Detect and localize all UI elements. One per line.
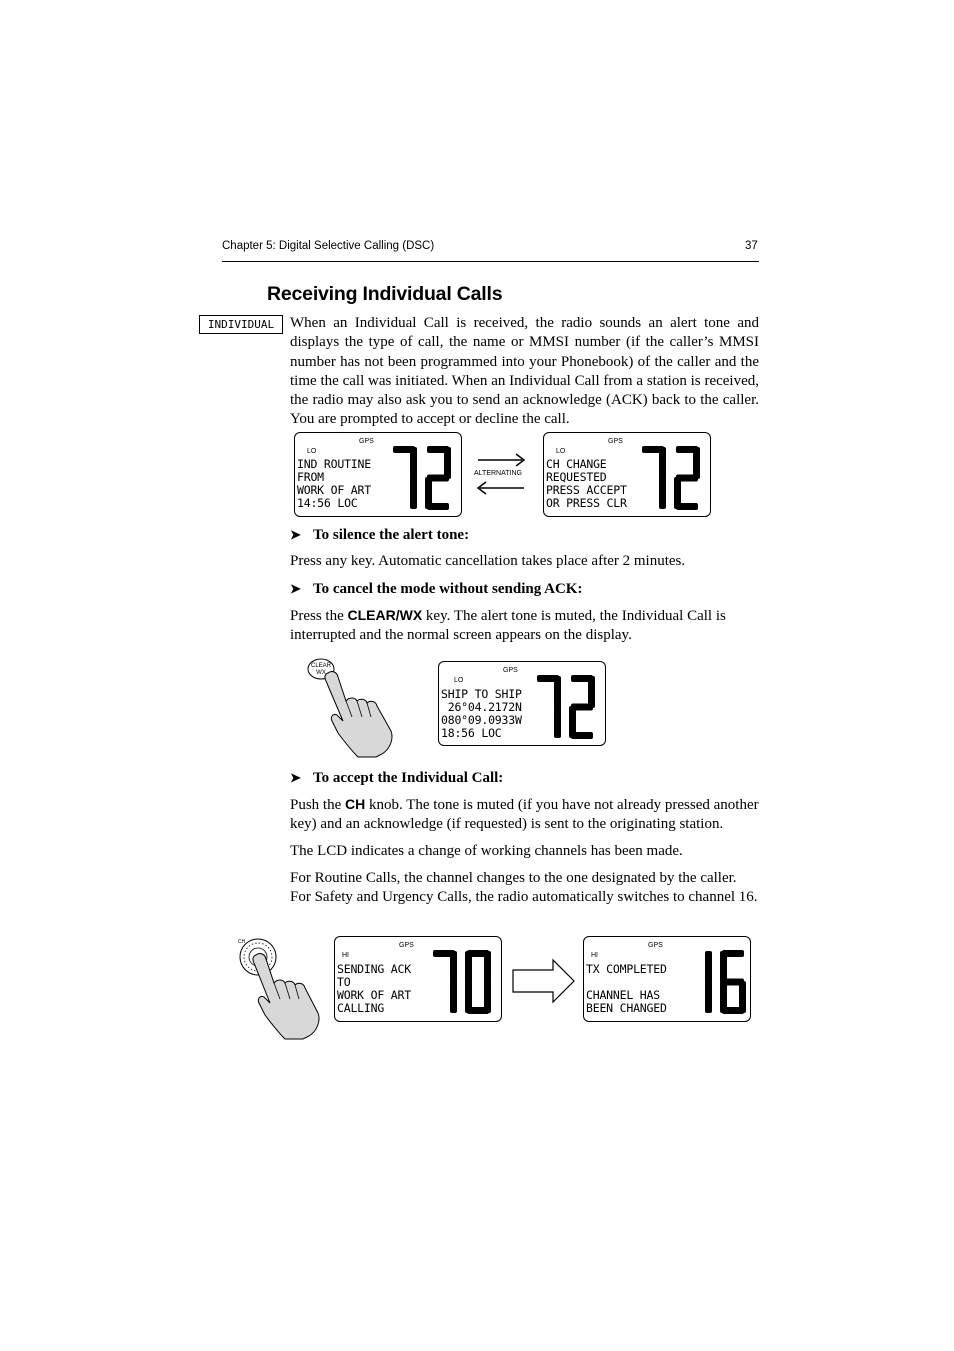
bullet-arrow-icon: ➤ (290, 770, 301, 785)
hand-pressing-button-icon (306, 657, 396, 759)
power-indicator: HI (591, 952, 598, 959)
lcd-line: REQUESTED (546, 470, 607, 484)
accept-text-pre: Push the (290, 797, 346, 813)
lcd-line: 080°09.0933W (441, 713, 522, 727)
power-indicator: LO (556, 448, 566, 455)
lcd-line: BEEN CHANGED (586, 1001, 667, 1015)
cancel-heading (290, 579, 582, 599)
lcd-line: FROM (297, 470, 324, 484)
gps-indicator: GPS (648, 942, 663, 949)
lcd-line: 18:56 LOC (441, 726, 502, 740)
channel-digits (431, 950, 493, 1016)
digit-segment (450, 951, 457, 983)
digit-segment (588, 676, 595, 708)
page-number: 37 (745, 240, 758, 252)
cancel-text (290, 606, 759, 646)
digit-segment (674, 477, 681, 509)
digit-segment (705, 981, 712, 1013)
lcd-line: CH CHANGE (546, 457, 607, 471)
digit-segment (739, 981, 746, 1013)
lcd-line: WORK OF ART (297, 483, 371, 497)
intro-paragraph: When an Individual Call is received, the radio sounds an alert tone and displays the type of call, the name or MMSI number (if the caller’s MMSI number has not been programmed into your Phonebook) of the caller and the time the call was initiated. When an Individual Call from a station is received, the radio may also ask you to send an acknowledge (ACK) back to the caller. You are prompted to accept or decline the call. (290, 315, 759, 428)
power-indicator: LO (454, 677, 464, 684)
lcd-line: 14:56 LOC (297, 496, 358, 510)
alternating-label: ALTERNATING (474, 470, 522, 477)
digit-segment (554, 706, 561, 738)
accept-text (290, 795, 759, 835)
power-indicator: HI (342, 952, 349, 959)
cancel-text-post: key. The alert tone is muted, the Individual Call is interrupted and the normal screen appears on the display. (290, 608, 726, 644)
lcd-line: SHIP TO SHIP (441, 687, 522, 701)
digit-segment (444, 447, 451, 479)
power-indicator: LO (307, 448, 317, 455)
digit-segment (410, 447, 417, 479)
individual-menu-tag: INDIVIDUAL (199, 315, 283, 334)
lcd-line: TX COMPLETED (586, 962, 667, 976)
digit-segment (410, 477, 417, 509)
bullet-arrow-icon: ➤ (290, 581, 301, 596)
lcd-display-ch-change (543, 432, 711, 517)
lcd-display-ship-to-ship (438, 661, 606, 746)
digit-segment (659, 477, 666, 509)
clear-wx-key-label: CLEAR/WX (347, 607, 423, 623)
lcd-line: SENDING ACK (337, 962, 411, 976)
digit-segment (465, 981, 472, 1013)
digit-segment (450, 981, 457, 1013)
digit-segment (720, 951, 727, 983)
digit-segment (659, 447, 666, 479)
cancel-text-pre: Press the (290, 608, 348, 624)
accept-heading (290, 768, 503, 788)
section-title: Receiving Individual Calls (267, 283, 503, 305)
bullet-arrow-icon: ➤ (290, 527, 301, 542)
digit-segment (554, 676, 561, 708)
digit-segment (569, 706, 576, 738)
lcd-display-sending-ack (334, 936, 502, 1022)
lcd-line: IND ROUTINE (297, 457, 371, 471)
lcd-line: TO (337, 975, 351, 989)
lcd-line: 26°04.2172N (441, 700, 522, 714)
gps-indicator: GPS (608, 438, 623, 445)
channel-digits (686, 950, 748, 1016)
channel-digits (391, 446, 453, 512)
digit-segment (484, 951, 491, 983)
gps-indicator: GPS (503, 667, 518, 674)
silence-heading (290, 525, 469, 545)
hand-pushing-knob-icon (232, 935, 324, 1043)
lcd-note: The LCD indicates a change of working channels has been made. (290, 843, 683, 859)
running-header: Chapter 5: Digital Selective Calling (DSC) (222, 240, 435, 252)
lcd-line: CHANNEL HAS (586, 988, 660, 1002)
gps-indicator: GPS (399, 942, 414, 949)
ch-key-label: CH (345, 796, 366, 812)
lcd-line: WORK OF ART (337, 988, 411, 1002)
digit-segment (465, 951, 472, 983)
clear-button-line1: CLEAR (310, 663, 332, 669)
silence-text: Press any key. Automatic cancellation takes place after 2 minutes. (290, 553, 686, 569)
lcd-display-ind-routine (294, 432, 462, 517)
knob-label: CH (238, 939, 246, 945)
lcd-display-tx-completed (583, 936, 751, 1022)
accept-heading-text: To accept the Individual Call: (313, 770, 504, 786)
digit-segment (484, 981, 491, 1013)
digit-segment (720, 981, 727, 1013)
channel-digits (640, 446, 702, 512)
digit-segment (693, 447, 700, 479)
digit-segment (425, 477, 432, 509)
digit-segment (705, 951, 712, 983)
silence-heading-text: To silence the alert tone: (313, 527, 470, 543)
gps-indicator: GPS (359, 438, 374, 445)
clear-button-line2: WX (316, 670, 326, 676)
right-block-arrow-icon (511, 958, 577, 1004)
routine-note: For Routine Calls, the channel changes to the one designated by the caller. For Safety and Urgency Calls, the radio automatically switches to channel 16. (290, 870, 758, 906)
lcd-line: PRESS ACCEPT (546, 483, 627, 497)
lcd-line: CALLING (337, 1001, 385, 1015)
cancel-heading-text: To cancel the mode without sending ACK: (313, 581, 583, 597)
lcd-line: OR PRESS CLR (546, 496, 627, 510)
accept-text-post: knob. The tone is muted (if you have not already pressed another key) and an acknowledge (if requested) is sent to the originating station. (290, 797, 759, 833)
channel-digits (535, 675, 597, 741)
header-rule (222, 261, 759, 262)
